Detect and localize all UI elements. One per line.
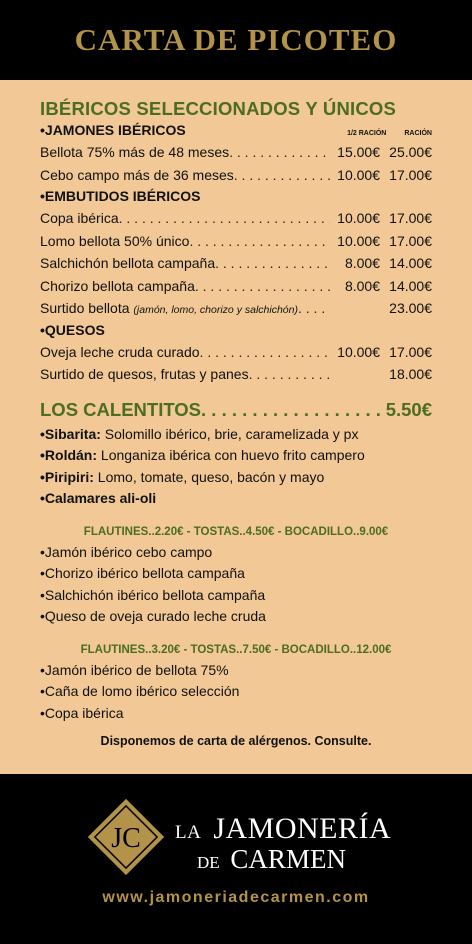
item-price-full: 17.00€ — [389, 210, 432, 226]
header-band — [0, 0, 472, 80]
item-price-half: 8.00€ — [344, 277, 380, 294]
col-half-racion: 1/2 RACIÓN — [347, 130, 387, 137]
item-name: Bellota 75% más de 48 meses — [40, 144, 230, 160]
brand-name — [175, 812, 391, 875]
item-desc: Solomillo ibérico, brie, caramelizada y px — [100, 425, 359, 442]
menu-title: CARTA DE PICOTEO — [74, 22, 398, 57]
item-name: Oveja leche cruda curado — [40, 343, 200, 360]
brand-de: DE — [197, 853, 220, 872]
quesos-label: •QUESOS — [40, 321, 105, 338]
item-name: •Roldán: — [40, 447, 98, 463]
list-item — [40, 488, 432, 510]
brand-line-2 — [197, 844, 391, 875]
item-price-half — [330, 363, 380, 386]
leader-dots — [215, 252, 330, 275]
item-price-half: 10.00€ — [337, 210, 380, 226]
jamones-label: •JAMONES IBÉRICOS — [40, 122, 186, 138]
list-item: •Salchichón ibérico bellota campaña — [40, 586, 266, 603]
item-price-full: 17.00€ — [389, 343, 432, 360]
menu-item — [40, 207, 432, 230]
item-price-full: 17.00€ — [389, 232, 432, 249]
item-name: Cebo campo más de 36 meses — [40, 166, 234, 183]
leader-dots — [119, 207, 330, 230]
list-item — [40, 424, 432, 446]
logo-letters: JC — [111, 823, 141, 854]
list-item: •Chorizo ibérico bellota campaña — [40, 565, 245, 581]
brand-la: LA — [175, 822, 202, 843]
item-price-full: 14.00€ — [389, 255, 432, 271]
col-racion: RACIÓN — [404, 130, 432, 137]
list-item: •Jamón ibérico de bellota 75% — [40, 661, 229, 678]
calentitos-title-row — [40, 396, 432, 424]
flautines-1-title: FLAUTINES..2.20€ - TOSTAS..4.50€ - BOCADILLO..9.00€ — [83, 525, 389, 538]
allergen-note: Disponemos de carta de alérgenos. Consulte. — [100, 734, 372, 748]
item-desc: Lomo, tomate, queso, bacón y mayo — [93, 468, 325, 485]
jamones-header — [40, 120, 432, 141]
item-price-full: 25.00€ — [389, 144, 432, 160]
leader-dots — [229, 141, 330, 164]
leader-dots — [234, 164, 330, 187]
item-name — [40, 297, 298, 320]
quesos-header — [40, 320, 432, 341]
item-name: Chorizo bellota campaña — [40, 277, 195, 294]
item-name: •Calamares ali-oli — [40, 490, 157, 506]
item-name: Copa ibérica — [40, 210, 119, 226]
item-price-full: 23.00€ — [389, 300, 432, 316]
menu-item — [40, 275, 432, 298]
item-name: Salchichón bellota campaña — [40, 255, 216, 271]
menu-item — [40, 230, 432, 253]
list-item — [40, 467, 432, 489]
menu-item — [40, 141, 432, 164]
item-name-text: Surtido bellota — [40, 300, 130, 316]
leader-dots — [200, 341, 330, 364]
item-detail: (jamón, lomo, chorizo y salchichón) — [133, 304, 298, 316]
leader-dots — [249, 363, 330, 386]
list-item: •Queso de oveja curado leche cruda — [40, 608, 266, 624]
leader-dots — [298, 297, 330, 320]
item-price-half: 15.00€ — [337, 144, 380, 160]
brand-jamoneria: JAMONERÍA — [213, 812, 392, 845]
item-price-half: 10.00€ — [337, 232, 380, 249]
website-link[interactable]: www.jamoneriadecarmen.com — [102, 889, 370, 906]
item-price-half: 8.00€ — [344, 255, 380, 271]
item-price-half: 10.00€ — [337, 343, 380, 360]
item-price-full: 14.00€ — [389, 277, 432, 294]
item-price-full: 18.00€ — [389, 366, 432, 382]
list-item — [40, 445, 432, 467]
calentitos-title: LOS CALENTITOS — [40, 398, 202, 420]
leader-dots — [201, 396, 386, 424]
flautines-2-title: FLAUTINES..3.20€ - TOSTAS..7.50€ - BOCADILLO..12.00€ — [80, 643, 392, 656]
leader-dots — [195, 275, 330, 298]
leader-dots — [189, 230, 330, 253]
menu-content — [0, 80, 472, 774]
brand-carmen: CARMEN — [230, 844, 346, 874]
item-name: Lomo bellota 50% único — [40, 232, 190, 249]
item-price-half: 10.00€ — [337, 166, 380, 183]
list-item: •Jamón ibérico cebo campo — [40, 543, 213, 560]
brand-line-1 — [175, 812, 391, 846]
menu-item — [40, 164, 432, 187]
item-name: •Sibarita: — [40, 425, 101, 442]
logo-diamond-icon — [81, 792, 171, 882]
embutidos-header — [40, 186, 432, 207]
list-item: •Copa ibérica — [40, 704, 124, 721]
item-price-half — [330, 297, 380, 320]
menu-item — [40, 297, 432, 320]
menu-item — [40, 252, 432, 275]
menu-item — [40, 341, 432, 364]
embutidos-label: •EMBUTIDOS IBÉRICOS — [40, 188, 201, 204]
calentitos-price: 5.50€ — [385, 398, 432, 420]
item-price-full: 17.00€ — [389, 166, 432, 183]
item-name: •Piripiri: — [40, 468, 94, 485]
menu-item — [40, 363, 432, 386]
list-item: •Caña de lomo ibérico selección — [40, 683, 240, 699]
ibericos-title: IBÉRICOS SELECCIONADOS Y ÚNICOS — [40, 98, 397, 119]
item-name: Surtido de quesos, frutas y panes — [40, 366, 249, 382]
item-desc: Longaniza ibérica con huevo frito campero — [97, 447, 365, 463]
